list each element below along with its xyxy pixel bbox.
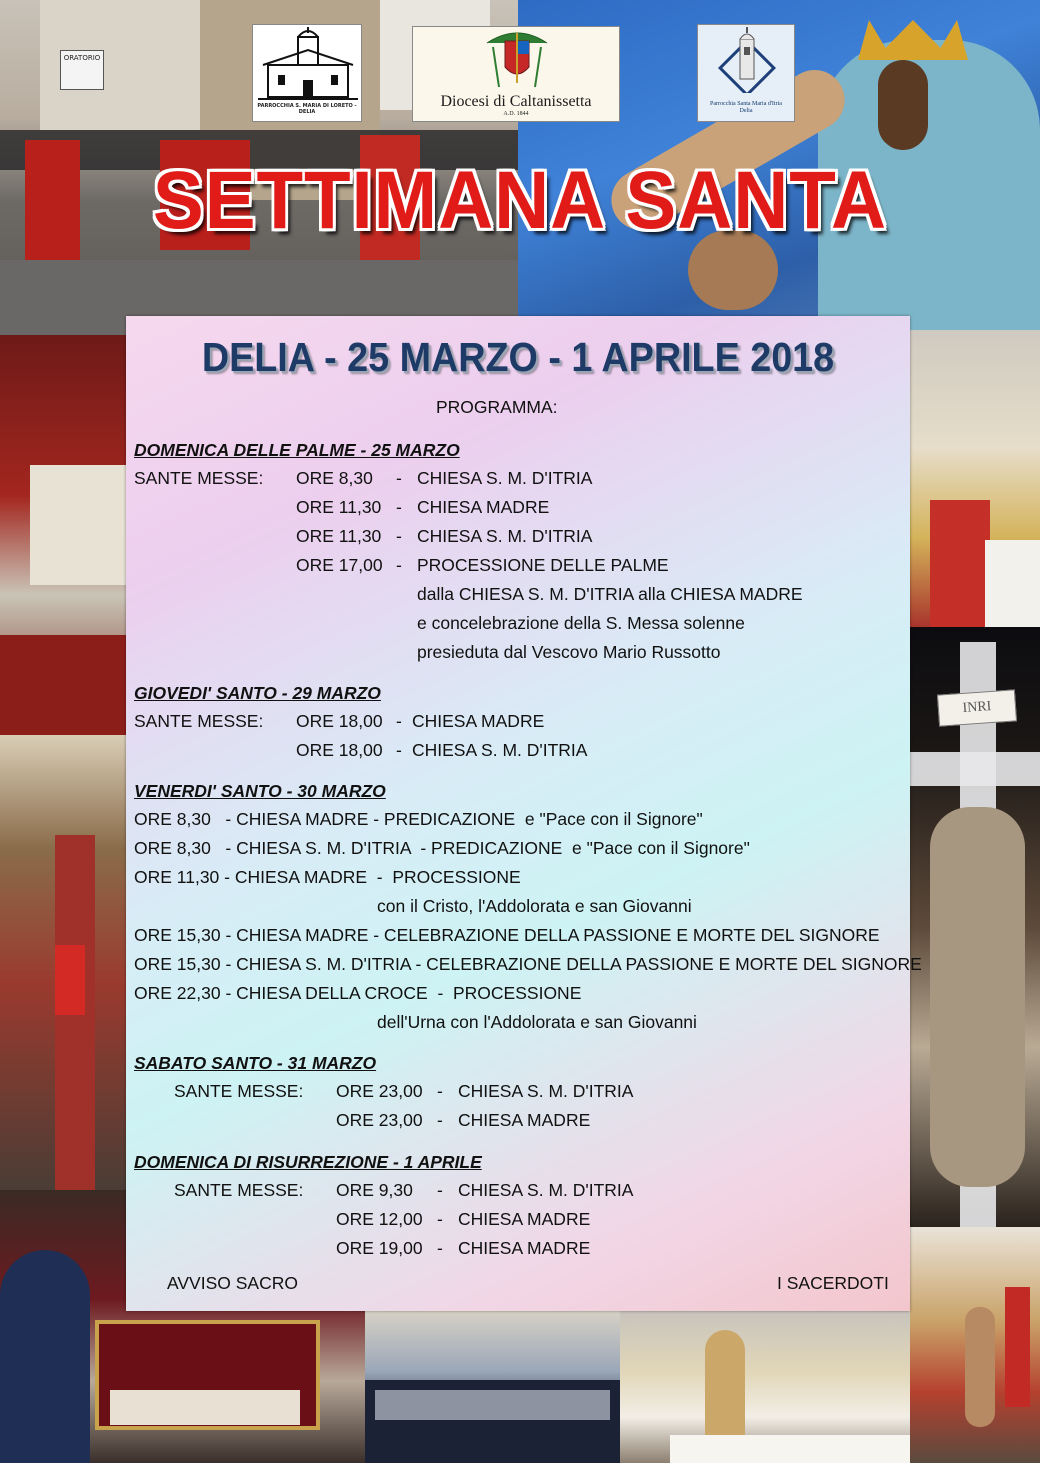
parish-loreto-logo [252,24,362,122]
photo-risen-christ [910,1227,1040,1463]
photo-group-children [365,1310,620,1463]
palme-place: PROCESSIONE DELLE PALME [417,555,669,575]
risurrezione-time: ORE 12,00 [336,1209,423,1229]
venerdi-line: ORE 22,30 - CHIESA DELLA CROCE - PROCESSIONE [134,983,582,1003]
photo-altar-repose [0,335,126,735]
palme-time: ORE 11,30 [296,497,382,517]
risurrezione-dash: - [437,1209,443,1229]
giovedi-place: CHIESA MADRE [412,711,545,731]
palme-note: e concelebrazione della S. Messa solenne [417,613,745,633]
diocese-year: A.D. 1844 [503,111,529,117]
venerdi-line: ORE 8,30 - CHIESA S. M. D'ITRIA - PREDICAZIONE e "Pace con il Signore" [134,838,750,858]
sabato-place: CHIESA S. M. D'ITRIA [458,1081,634,1101]
risurrezione-place: CHIESA MADRE [458,1238,591,1258]
palme-note: dalla CHIESA S. M. D'ITRIA alla CHIESA MADRE [417,584,803,604]
palme-dash: - [396,526,402,546]
palme-time: ORE 17,00 [296,555,383,575]
program-label: PROGRAMMA: [436,397,558,417]
photo-altar-mass [910,330,1040,627]
palme-place: CHIESA MADRE [417,497,550,517]
palme-dash: - [396,555,402,575]
photo-mass-madonna [620,1310,910,1463]
palme-dash: - [396,468,402,488]
footer-sacerdoti: I SACERDOTI [777,1273,889,1293]
palme-place: CHIESA S. M. D'ITRIA [417,468,593,488]
giovedi-time: ORE 18,00 [296,711,383,731]
venerdi-line: ORE 15,30 - CHIESA S. M. D'ITRIA - CELEBRAZIONE DELLA PASSIONE E MORTE DEL SIGNORE [134,954,922,974]
venerdi-line: ORE 8,30 - CHIESA MADRE - PREDICAZIONE e "Pace con il Signore" [134,809,703,829]
event-dates-title: DELIA - 25 MARZO - 1 APRILE 2018 [201,334,835,380]
venerdi-line: con il Cristo, l'Addolorata e san Giovanni [377,896,692,916]
inri-plaque: INRI [937,689,1017,726]
church-tower-icon [698,25,796,93]
sabato-time: ORE 23,00 [336,1110,423,1130]
sabato-label: SANTE MESSE: [174,1081,304,1101]
program-panel [126,316,922,1311]
palme-heading: DOMENICA DELLE PALME - 25 MARZO [134,440,460,460]
giovedi-label: SANTE MESSE: [134,711,264,731]
sabato-place: CHIESA MADRE [458,1110,591,1130]
oratorio-sign: ORATORIO [60,50,104,90]
photo-church-interior [0,735,126,1190]
parish-itria-logo [697,24,795,122]
sabato-dash: - [437,1081,443,1101]
sabato-dash: - [437,1110,443,1130]
diocese-name: Diocesi di Caltanissetta [440,93,592,110]
venerdi-line: ORE 11,30 - CHIESA MADRE - PROCESSIONE [134,867,521,887]
risurrezione-place: CHIESA MADRE [458,1209,591,1229]
palme-time: ORE 11,30 [296,526,382,546]
giovedi-time: ORE 18,00 [296,740,383,760]
venerdi-line: dell'Urna con l'Addolorata e san Giovanni [377,1012,697,1032]
giovedi-dash: - [396,711,402,731]
venerdi-heading: VENERDI' SANTO - 30 MARZO [134,781,386,801]
risurrezione-dash: - [437,1238,443,1258]
parish-loreto-caption: PARROCCHIA S. MARIA DI LORETO - DELIA [257,103,357,115]
risurrezione-heading: DOMENICA DI RISURREZIONE - 1 APRILE [134,1152,482,1172]
risurrezione-dash: - [437,1180,443,1200]
palme-place: CHIESA S. M. D'ITRIA [417,526,593,546]
giovedi-heading: GIOVEDI' SANTO - 29 MARZO [134,683,381,703]
risurrezione-time: ORE 9,30 [336,1180,413,1200]
parish-itria-caption-line1: Parrocchia Santa Maria d'Itria [710,101,782,107]
risurrezione-label: SANTE MESSE: [174,1180,304,1200]
palme-note: presieduta dal Vescovo Mario Russotto [417,642,721,662]
risurrezione-time: ORE 19,00 [336,1238,423,1258]
poster-title: SETTIMANA SANTA [152,155,888,246]
venerdi-line: ORE 15,30 - CHIESA MADRE - CELEBRAZIONE DELLA PASSIONE E MORTE DEL SIGNORE [134,925,880,945]
palme-time: ORE 8,30 [296,468,373,488]
coat-of-arms-icon [413,27,621,91]
parish-itria-caption-line2: Delia [739,108,753,114]
giovedi-dash: - [396,740,402,760]
church-drawing-icon [253,25,363,105]
sabato-heading: SABATO SANTO - 31 MARZO [134,1053,377,1073]
parish-itria-caption [698,101,794,115]
palme-label: SANTE MESSE: [134,468,264,488]
palme-dash: - [396,497,402,517]
photo-crucifix [910,627,1040,1227]
giovedi-place: CHIESA S. M. D'ITRIA [412,740,588,760]
footer-avviso-sacro: AVVISO SACRO [167,1273,298,1293]
risurrezione-place: CHIESA S. M. D'ITRIA [458,1180,634,1200]
sabato-time: ORE 23,00 [336,1081,423,1101]
diocese-logo [412,26,620,122]
